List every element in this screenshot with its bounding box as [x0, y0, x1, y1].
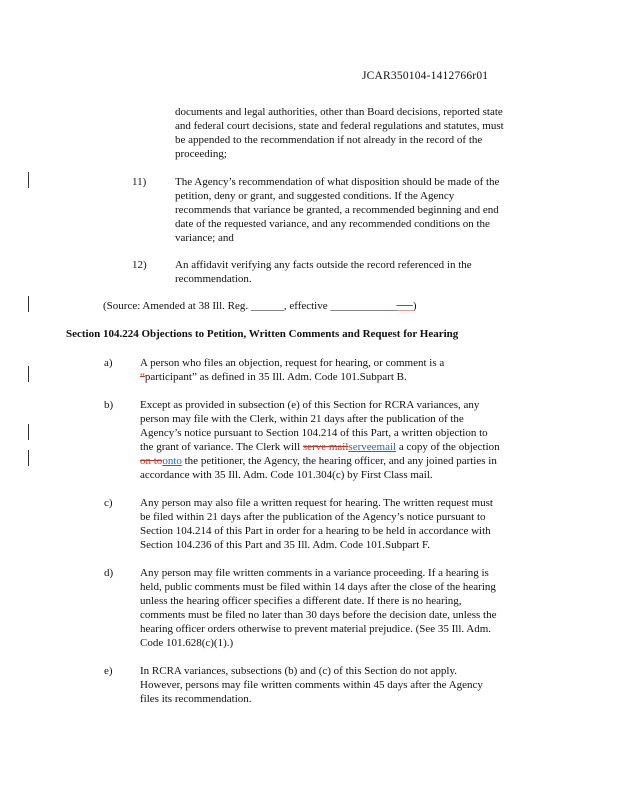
item-number: 11) — [132, 176, 147, 188]
paragraph-line: Section 104.236 of this Part and 35 Ill. Adm. Code 101.Subpart F. — [140, 539, 430, 551]
paragraph-line — [140, 370, 407, 384]
paragraph-line: person may file with the Clerk, within 21 days after the publication of the — [140, 413, 464, 425]
paragraph-line: Except as provided in subsection (e) of this Section for RCRA variances, any — [140, 399, 480, 411]
deleted-text: on to — [140, 455, 163, 467]
paragraph-line: accordance with 35 Ill. Adm. Code 101.304(c) by First Class mail. — [140, 469, 433, 481]
paragraph-line: recommendation. — [175, 273, 252, 285]
inline-text: participant — [144, 371, 192, 383]
inline-text: the grant of variance. The Clerk will — [140, 441, 303, 453]
paragraph-line: petition, deny or grant, and suggested conditions. If the Agency — [175, 190, 455, 202]
inserted-text: email — [371, 441, 397, 453]
revision-bar — [28, 424, 29, 440]
paragraph-line: The Agency’s recommendation of what disposition should be made of the — [175, 176, 500, 188]
paragraph-line: Agency’s notice pursuant to Section 104.214 of this Part, a written objection to — [140, 427, 488, 439]
inline-text: a copy of the objection — [396, 441, 500, 453]
paragraph-line: date of the requested variance, and any recommended conditions on the — [175, 218, 490, 230]
inserted-text: onto — [162, 455, 182, 467]
paragraph-line: Code 101.628(c)(1).) — [140, 637, 234, 649]
subsection-letter: b) — [104, 399, 114, 411]
revision-bar — [28, 366, 29, 382]
paragraph-line: documents and legal authorities, other than Board decisions, reported state — [175, 106, 503, 118]
paragraph-line: files its recommendation. — [140, 693, 252, 705]
paragraph-line: An affidavit verifying any facts outside the record referenced in the — [175, 259, 472, 271]
document-id: JCAR350104-1412766r01 — [362, 70, 489, 82]
subsection-letter: c) — [104, 497, 113, 509]
paragraph-line: hearing officer orders otherwise to prevent material prejudice. (See 35 Ill. Adm. — [140, 623, 492, 635]
paragraph-line: In RCRA variances, subsections (b) and (c) of this Section do not apply. — [140, 665, 458, 677]
paragraph-line — [140, 440, 500, 454]
subsection-letter: d) — [104, 567, 114, 579]
paragraph-line — [140, 454, 497, 468]
source-text: (Source: Amended at 38 Ill. Reg. ______, effective ____________ — [103, 300, 397, 312]
inline-text: ” as defined in 35 Ill. Adm. Code 101.Subpart B. — [191, 371, 407, 383]
revision-bar — [28, 172, 29, 188]
paragraph-line: variance; and — [175, 232, 234, 244]
paragraph-line: Any person may also file a written request for hearing. The written request must — [140, 497, 493, 509]
paragraph-line: proceeding; — [175, 148, 227, 160]
subsection-letter: a) — [104, 357, 113, 369]
paragraph-line: A person who files an objection, request for hearing, or comment is a — [140, 357, 445, 369]
item-number: 12) — [132, 259, 147, 271]
paragraph-line: held, public comments must be filed within 14 days after the close of the hearing — [140, 581, 496, 593]
paragraph-line: be filed within 21 days after the publication of the Agency’s notice pursuant to — [140, 511, 486, 523]
deleted-text: ___ — [396, 300, 413, 312]
deleted-text: serve mail — [302, 441, 349, 453]
revision-bar — [28, 450, 29, 466]
source-note — [103, 299, 417, 313]
paragraph-line: Any person may file written comments in a variance proceeding. If a hearing is — [140, 567, 489, 579]
paragraph-line: unless the hearing officer specifies a different date. If there is no hearing, — [140, 595, 462, 607]
subsection-letter: e) — [104, 665, 113, 677]
revision-bar — [28, 296, 29, 312]
paragraph-line: comments must be filed no later than 30 days before the decision date, unless the — [140, 609, 497, 621]
paragraph-line: Section 104.214 of this Part in order for a hearing to be held in accordance with — [140, 525, 491, 537]
paragraph-line: recommends that variance be granted, a recommended beginning and end — [175, 204, 499, 216]
paragraph-line: However, persons may file written comments within 45 days after the Agency — [140, 679, 483, 691]
inline-text: the petitioner, the Agency, the hearing officer, and any joined parties in — [181, 455, 497, 467]
section-heading: Section 104.224 Objections to Petition, Written Comments and Request for Hearing — [66, 328, 459, 340]
inserted-text: serve — [348, 441, 372, 453]
paragraph-line: be appended to the recommendation if not already in the record of the — [175, 134, 483, 146]
deleted-text: “ — [140, 371, 145, 383]
source-close: ) — [412, 300, 417, 312]
paragraph-line: and federal court decisions, state and federal regulations and statutes, must — [175, 120, 504, 132]
